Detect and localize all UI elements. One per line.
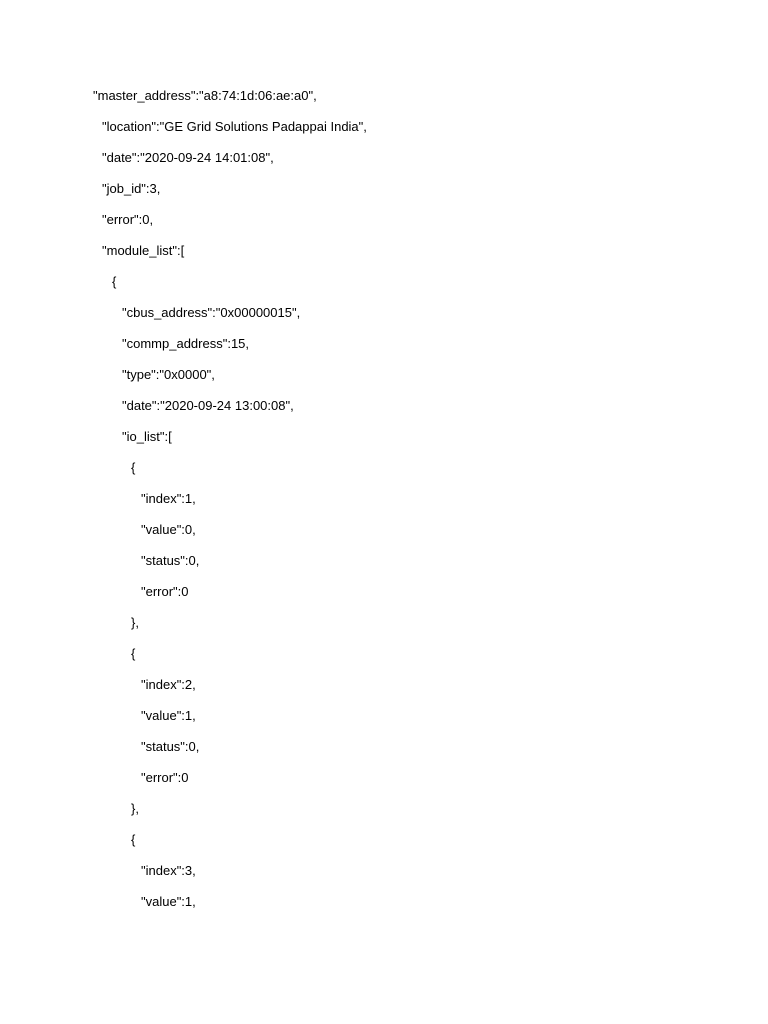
json-line-commp-address: "commp_address":15,: [122, 336, 250, 351]
json-line-io2-open-brace: {: [131, 646, 136, 661]
json-line-io2-status: "status":0,: [141, 739, 200, 754]
json-line-io3-index: "index":3,: [141, 863, 196, 878]
json-line-io2-error: "error":0: [141, 770, 189, 785]
json-line-io2-close-brace: },: [131, 801, 139, 816]
json-line-module-date: "date":"2020-09-24 13:00:08",: [122, 398, 294, 413]
json-line-io1-status: "status":0,: [141, 553, 200, 568]
json-line-io3-value: "value":1,: [141, 894, 196, 909]
json-line-io1-error: "error":0: [141, 584, 189, 599]
json-line-io1-index: "index":1,: [141, 491, 196, 506]
json-line-module-list: "module_list":[: [102, 243, 185, 258]
json-line-master-address: "master_address":"a8:74:1d:06:ae:a0",: [93, 88, 317, 103]
json-line-io3-open-brace: {: [131, 832, 136, 847]
json-line-io2-value: "value":1,: [141, 708, 196, 723]
json-line-job-id: "job_id":3,: [102, 181, 161, 196]
json-line-module-open-brace: {: [112, 274, 117, 289]
json-line-io1-value: "value":0,: [141, 522, 196, 537]
json-line-cbus-address: "cbus_address":"0x00000015",: [122, 305, 301, 320]
json-line-error: "error":0,: [102, 212, 154, 227]
json-line-io1-close-brace: },: [131, 615, 139, 630]
json-line-location: "location":"GE Grid Solutions Padappai India",: [102, 119, 367, 134]
json-line-io2-index: "index":2,: [141, 677, 196, 692]
json-line-type: "type":"0x0000",: [122, 367, 215, 382]
json-line-io1-open-brace: {: [131, 460, 136, 475]
json-line-date: "date":"2020-09-24 14:01:08",: [102, 150, 274, 165]
json-line-io-list: "io_list":[: [122, 429, 172, 444]
